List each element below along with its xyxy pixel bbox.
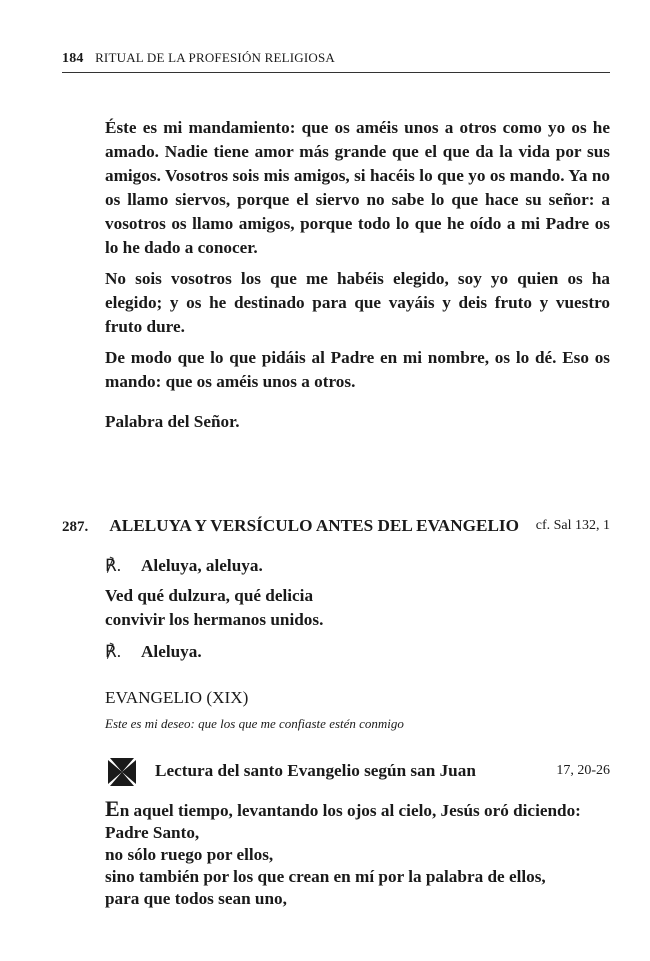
section-number: 287. [62,519,89,535]
reading-end [105,116,610,441]
running-title: RITUAL DE LA PROFESIÓN RELIGIOSA [95,50,335,65]
response-last [105,640,610,664]
running-header [62,50,610,67]
gospel-text [105,798,610,910]
gospel-line: no sólo ruego por ellos, [105,845,274,864]
gospel-heading-block [105,688,610,732]
closing-formula: Palabra del Señor. [105,412,240,431]
verse-line: Ved qué dulzura, qué delicia [105,586,314,605]
response-symbol: ℟. [105,556,122,575]
reading-announcement [105,755,610,791]
gospel-line: sino también por los que crean en mí por la palabra de ellos, [105,867,546,886]
gospel-heading: EVANGELIO (XIX) [105,688,249,707]
gospel-line: para que todos sean uno, [105,889,287,908]
response-symbol: ℟. [105,642,122,661]
gospel-subtitle: Este es mi deseo: que los que me confiaste estén conmigo [105,716,404,731]
paragraph: De modo que lo que pidáis al Padre en mi nombre, os lo dé. Eso os mando: que os améis unos a otros. [105,348,610,391]
reading-title: Lectura del santo Evangelio según san Juan [155,761,476,780]
verse-line: convivir los hermanos unidos. [105,610,324,629]
paragraph: Éste es mi mandamiento: que os améis unos a otros como yo os he amado. Nadie tiene amor más grande que el que da la vida por sus amigos. Vosotros sois mis amigos, si hacéis lo que yo os mando. Ya no os llamo siervos, porque el siervo no sabe lo que hace su señor: a vosotros os llamo amigos, porque todo lo que he oído a mi Padre os lo he dado a conocer. [105,118,610,257]
reading-reference: 17, 20-26 [556,763,610,778]
response-text: Aleluya, aleluya. [141,556,263,575]
section-heading [62,516,610,536]
gospel-line: Padre Santo, [105,823,200,842]
gospel-first-line [105,798,610,822]
response-text: Aleluya. [141,642,202,661]
drop-cap: E [105,796,120,821]
acclamation-verse [105,584,610,632]
page-number: 184 [62,51,84,66]
first-line-text: n aquel tiempo, levantando los ojos al cielo, Jesús oró diciendo: [119,801,581,820]
section-reference: cf. Sal 132, 1 [535,518,610,533]
header-rule [62,72,610,73]
acclamation [105,554,610,670]
section-title: ALELUYA Y VERSÍCULO ANTES DEL EVANGELIO [109,516,519,535]
cross-icon [105,755,139,789]
paragraph: No sois vosotros los que me habéis elegido, soy yo quien os ha elegido; y os he destinado para que vayáis y deis fruto y vuestro fruto dure. [105,269,610,336]
response-first [105,554,610,578]
